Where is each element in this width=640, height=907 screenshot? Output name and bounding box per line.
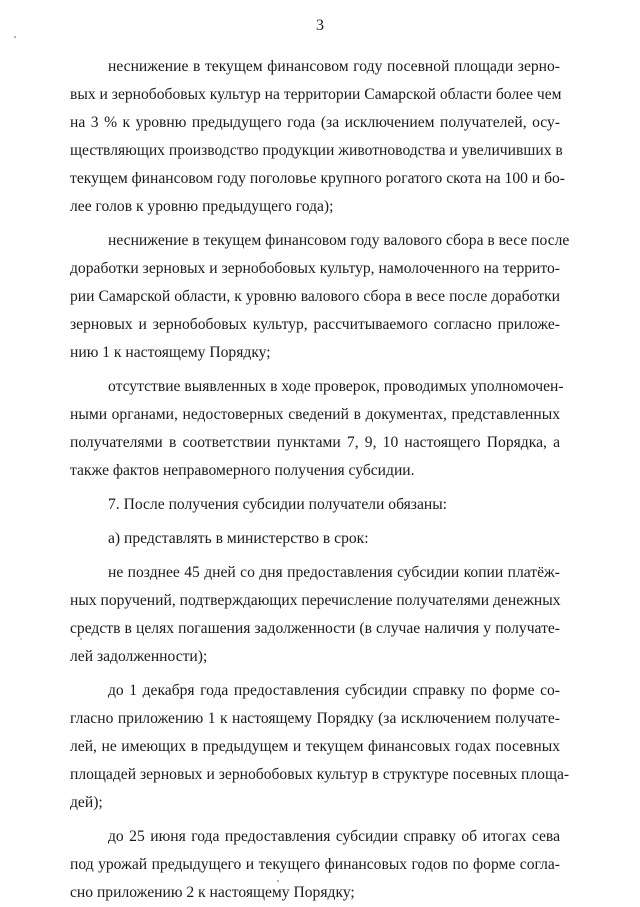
- text-line: доработки зерновых и зернобобовых культур, намолоченного на террито-: [70, 260, 560, 277]
- document-body: [70, 53, 570, 907]
- paragraph: [70, 525, 560, 553]
- scan-speck: [277, 880, 279, 882]
- text-line: до 1 декабря года предоставления субсидии справку по форме со-: [108, 682, 560, 699]
- scan-speck: [80, 638, 82, 640]
- text-line: вых и зернобобовых культур на территории Самарской области более чем: [70, 86, 562, 103]
- text-line: сно приложению 2 к настоящему Порядку;: [70, 884, 355, 901]
- scan-speck: [14, 36, 16, 38]
- text-line: площадей зерновых и зернобобовых культур в структуре посевных площа-: [70, 766, 570, 783]
- text-line: не позднее 45 дней со дня предоставления субсидии копии платёж-: [108, 564, 560, 581]
- text-line: ными органами, недостоверных сведений в документах, представленных: [70, 406, 560, 423]
- text-line: лее голов к уровню предыдущего года);: [70, 198, 334, 215]
- text-line: неснижение в текущем финансовом году посевной площади зерно-: [108, 58, 560, 75]
- text-line: ществляющих производство продукции животноводства и увеличивших в: [70, 142, 563, 159]
- text-line: лей задолженности);: [70, 648, 208, 665]
- text-line: ных поручений, подтверждающих перечисление получателями денежных: [70, 592, 561, 609]
- text-line: неснижение в текущем финансовом году валового сбора в весе после: [108, 232, 570, 249]
- text-line: нию 1 к настоящему Порядку;: [70, 344, 271, 361]
- text-line: средств в целях погашения задолженности (в случае наличия у получате-: [70, 620, 560, 637]
- text-line: а) представлять в министерство в срок:: [108, 530, 369, 547]
- paragraph: [70, 373, 564, 485]
- text-line: гласно приложению 1 к настоящему Порядку (за исключением получате-: [70, 710, 560, 727]
- text-line: до 25 июня года предоставления субсидии справку об итогах сева: [108, 828, 560, 845]
- text-line: дей);: [70, 794, 103, 811]
- text-line: на 3 % к уровню предыдущего года (за исключением получателей, осу-: [70, 114, 560, 131]
- paragraph: [70, 677, 570, 817]
- text-line: получателями в соответствии пунктами 7, 9, 10 настоящего Порядка, а: [70, 434, 560, 451]
- text-line: также фактов неправомерного получения субсидии.: [70, 462, 415, 479]
- text-line: 7. После получения субсидии получатели обязаны:: [108, 496, 448, 513]
- text-line: текущем финансовом году поголовье крупного рогатого скота на 100 и бо-: [70, 170, 565, 187]
- text-line: лей, не имеющих в предыдущем и текущем финансовых годах посевных: [70, 738, 560, 755]
- text-line: под урожай предыдущего и текущего финансовых годов по форме согла-: [70, 856, 560, 873]
- paragraph: [70, 823, 560, 907]
- paragraph: [70, 491, 560, 519]
- page-number: 3: [316, 17, 324, 34]
- paragraph: [70, 559, 560, 671]
- text-line: рии Самарской области, к уровню валового сбора в весе после доработки: [70, 288, 560, 305]
- text-line: зерновых и зернобобовых культур, рассчитываемого согласно приложе-: [70, 316, 560, 333]
- paragraph: [70, 227, 570, 367]
- text-line: отсутствие выявленных в ходе проверок, проводимых уполномочен-: [108, 378, 564, 395]
- paragraph: [70, 53, 565, 221]
